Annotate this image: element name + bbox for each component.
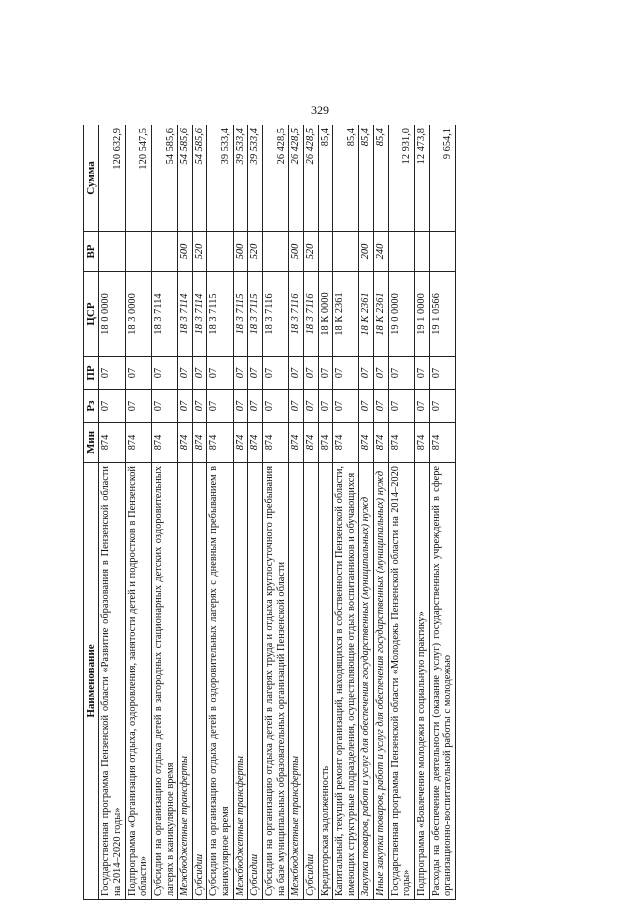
row-pr: 07 <box>303 357 318 390</box>
row-rz: 07 <box>374 390 389 423</box>
row-sum: 85,4 <box>333 125 359 232</box>
row-vr <box>263 232 289 272</box>
row-sum: 26 428,5 <box>263 125 289 232</box>
table-row <box>263 125 289 900</box>
row-sum: 85,4 <box>359 125 374 232</box>
table-header-row <box>84 125 99 900</box>
row-vr: 500 <box>289 232 304 272</box>
table-row <box>192 125 207 900</box>
row-min: 874 <box>151 423 177 463</box>
row-rz: 07 <box>429 390 455 423</box>
row-min: 874 <box>248 423 263 463</box>
row-name: Субсидии на организацию отдыха детей в лагерях труда и отдыха круглосуточного пребывания на базе муниципальных образовательных организаций Пензенской области <box>263 463 289 900</box>
page-number: 329 <box>311 103 329 117</box>
row-pr: 07 <box>125 357 151 390</box>
row-name: Субсидии на организацию отдыха детей в оздоровительных лагерях с дневным пребыванием в каникулярное время <box>207 463 233 900</box>
table-row <box>99 125 125 900</box>
row-csr: 19 1 0566 <box>429 272 455 357</box>
row-rz: 07 <box>359 390 374 423</box>
row-min: 874 <box>178 423 193 463</box>
row-name: Кредиторская задолженность <box>318 463 333 900</box>
row-min: 874 <box>318 423 333 463</box>
row-min: 874 <box>429 423 455 463</box>
row-pr: 07 <box>192 357 207 390</box>
row-sum: 85,4 <box>374 125 389 232</box>
table-body <box>99 125 456 900</box>
row-min: 874 <box>263 423 289 463</box>
table-row <box>415 125 430 900</box>
row-csr: 18 К 2361 <box>359 272 374 357</box>
table-row <box>233 125 248 900</box>
row-vr <box>318 232 333 272</box>
row-rz: 07 <box>303 390 318 423</box>
row-pr: 07 <box>263 357 289 390</box>
row-rz: 07 <box>192 390 207 423</box>
row-name: Государственная программа Пензенской области «Развитие образования в Пензенской области на 2014–2020 годы» <box>99 463 125 900</box>
row-rz: 07 <box>178 390 193 423</box>
row-rz: 07 <box>151 390 177 423</box>
row-name: Государственная программа Пензенской области «Молодежь Пензенской области на 2014–2020 годы» <box>388 463 414 900</box>
row-name: Субсидии на организацию отдыха детей в загородных стационарных детских оздоровительных лагерях в каникулярное время <box>151 463 177 900</box>
table-row <box>303 125 318 900</box>
table-row <box>429 125 455 900</box>
row-vr <box>151 232 177 272</box>
table-row <box>388 125 414 900</box>
row-name: Капитальный, текущий ремонт организаций, находящихся в собственности Пензенской области, имеющих структурные подразделения, осуществляющие отдых воспитанников и обучающихся <box>333 463 359 900</box>
row-csr: 18 3 7116 <box>289 272 304 357</box>
table-row <box>333 125 359 900</box>
row-vr: 240 <box>374 232 389 272</box>
row-sum: 54 585,6 <box>178 125 193 232</box>
budget-table <box>83 125 456 900</box>
header-min: Мин <box>84 423 99 463</box>
header-sum: Сумма <box>84 125 99 232</box>
table-row <box>151 125 177 900</box>
row-pr: 07 <box>233 357 248 390</box>
row-name: Межбюджетные трансферты <box>289 463 304 900</box>
row-vr: 200 <box>359 232 374 272</box>
row-name: Межбюджетные трансферты <box>178 463 193 900</box>
row-sum: 120 547,5 <box>125 125 151 232</box>
row-pr: 07 <box>374 357 389 390</box>
row-pr: 07 <box>99 357 125 390</box>
row-sum: 39 533,4 <box>248 125 263 232</box>
row-vr <box>415 232 430 272</box>
rotated-table-content <box>83 125 586 900</box>
row-min: 874 <box>289 423 304 463</box>
row-pr: 07 <box>151 357 177 390</box>
row-sum: 26 428,5 <box>289 125 304 232</box>
row-min: 874 <box>125 423 151 463</box>
row-csr: 18 3 7115 <box>233 272 248 357</box>
row-min: 874 <box>192 423 207 463</box>
row-pr: 07 <box>429 357 455 390</box>
row-sum: 26 428,5 <box>303 125 318 232</box>
row-name: Межбюджетные трансферты <box>233 463 248 900</box>
row-rz: 07 <box>289 390 304 423</box>
row-min: 874 <box>333 423 359 463</box>
row-rz: 07 <box>125 390 151 423</box>
row-csr: 18 К 2361 <box>333 272 359 357</box>
row-csr: 18 3 7115 <box>248 272 263 357</box>
row-csr: 18 3 7116 <box>263 272 289 357</box>
row-vr <box>125 232 151 272</box>
header-vr: ВР <box>84 232 99 272</box>
row-vr: 520 <box>248 232 263 272</box>
row-vr <box>388 232 414 272</box>
row-csr: 18 3 7114 <box>192 272 207 357</box>
row-csr: 18 К 2361 <box>374 272 389 357</box>
row-csr: 18 3 7114 <box>151 272 177 357</box>
row-rz: 07 <box>388 390 414 423</box>
row-min: 874 <box>207 423 233 463</box>
row-min: 874 <box>388 423 414 463</box>
header-rz: Рз <box>84 390 99 423</box>
row-rz: 07 <box>99 390 125 423</box>
row-pr: 07 <box>318 357 333 390</box>
row-pr: 07 <box>415 357 430 390</box>
row-pr: 07 <box>207 357 233 390</box>
header-csr: ЦСР <box>84 272 99 357</box>
row-sum: 12 931,0 <box>388 125 414 232</box>
row-pr: 07 <box>333 357 359 390</box>
row-vr: 520 <box>192 232 207 272</box>
row-name: Закупка товаров, работ и услуг для обеспечения государственных (муниципальных) нужд <box>359 463 374 900</box>
row-rz: 07 <box>333 390 359 423</box>
row-pr: 07 <box>248 357 263 390</box>
row-rz: 07 <box>415 390 430 423</box>
row-csr: 18 3 0000 <box>125 272 151 357</box>
table-row <box>125 125 151 900</box>
row-name: Субсидии <box>303 463 318 900</box>
row-sum: 12 473,8 <box>415 125 430 232</box>
row-min: 874 <box>233 423 248 463</box>
table-row <box>289 125 304 900</box>
row-name: Субсидии <box>248 463 263 900</box>
table-row <box>318 125 333 900</box>
table-row <box>207 125 233 900</box>
row-csr: 18 0 0000 <box>99 272 125 357</box>
row-pr: 07 <box>359 357 374 390</box>
row-sum: 39 533,4 <box>207 125 233 232</box>
table-row <box>248 125 263 900</box>
row-rz: 07 <box>318 390 333 423</box>
row-csr: 18 3 7114 <box>178 272 193 357</box>
row-name: Субсидии <box>192 463 207 900</box>
row-vr: 520 <box>303 232 318 272</box>
row-vr <box>333 232 359 272</box>
row-sum: 39 533,4 <box>233 125 248 232</box>
row-name: Подпрограмма «Вовлечение молодежи в социальную практику» <box>415 463 430 900</box>
row-min: 874 <box>99 423 125 463</box>
row-vr: 500 <box>233 232 248 272</box>
row-vr <box>207 232 233 272</box>
table-row <box>359 125 374 900</box>
row-rz: 07 <box>207 390 233 423</box>
row-vr <box>429 232 455 272</box>
row-name: Расходы на обеспечение деятельности (оказание услуг) государственных учреждений в сфере организационно-воспитательной работы с молодежью <box>429 463 455 900</box>
rotated-table-frame <box>83 125 586 900</box>
row-vr <box>99 232 125 272</box>
row-sum: 9 654,1 <box>429 125 455 232</box>
row-sum: 85,4 <box>318 125 333 232</box>
row-name: Иные закупки товаров, работ и услуг для обеспечения государственных (муниципальных) нужд <box>374 463 389 900</box>
row-csr: 18 3 7116 <box>303 272 318 357</box>
row-sum: 54 585,6 <box>192 125 207 232</box>
row-vr: 500 <box>178 232 193 272</box>
row-pr: 07 <box>289 357 304 390</box>
row-sum: 54 585,6 <box>151 125 177 232</box>
row-min: 874 <box>374 423 389 463</box>
row-csr: 19 1 0000 <box>415 272 430 357</box>
table-row <box>178 125 193 900</box>
row-csr: 19 0 0000 <box>388 272 414 357</box>
row-pr: 07 <box>178 357 193 390</box>
row-min: 874 <box>359 423 374 463</box>
header-name: Наименование <box>84 463 99 900</box>
row-name: Подпрограмма «Организация отдыха, оздоровления, занятости детей и подростков в Пензенской области» <box>125 463 151 900</box>
row-csr: 18 К 0000 <box>318 272 333 357</box>
row-sum: 120 632,9 <box>99 125 125 232</box>
header-pr: ПР <box>84 357 99 390</box>
row-min: 874 <box>415 423 430 463</box>
row-csr: 18 3 7115 <box>207 272 233 357</box>
row-rz: 07 <box>233 390 248 423</box>
row-rz: 07 <box>248 390 263 423</box>
table-row <box>374 125 389 900</box>
row-min: 874 <box>303 423 318 463</box>
row-rz: 07 <box>263 390 289 423</box>
row-pr: 07 <box>388 357 414 390</box>
